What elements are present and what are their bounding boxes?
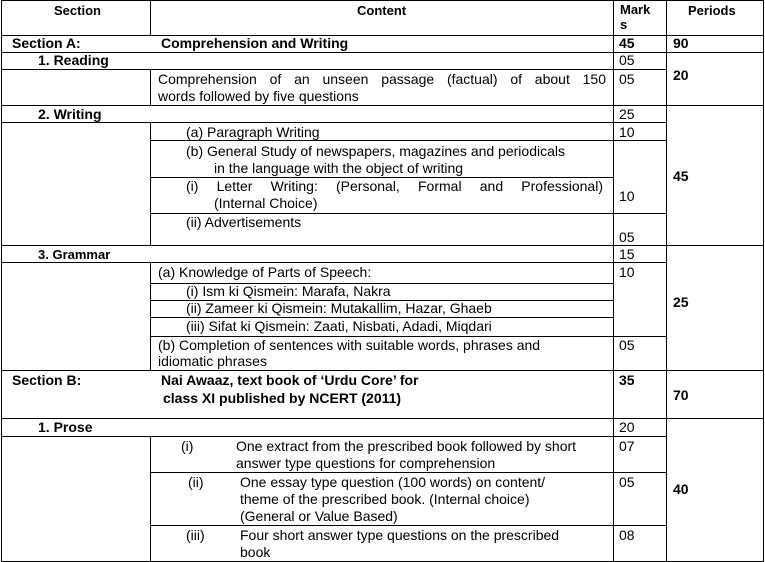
reading-item-line2: words followed by five questions — [158, 88, 359, 104]
writing-ii-marks: 05 — [619, 229, 635, 245]
grammar-ii: (ii) Zameer ki Qismein: Mutakallim, Hazar, Ghaeb — [186, 300, 492, 316]
col-line-section — [150, 123, 151, 245]
row-line — [150, 525, 666, 526]
col-line-section — [150, 70, 151, 105]
section-a-marks: 45 — [619, 35, 635, 51]
writing-a-marks: 10 — [619, 124, 635, 140]
reading-label: 1. Reading — [38, 52, 109, 68]
row-line — [1, 105, 764, 106]
prose-iii-marks: 08 — [619, 527, 635, 543]
writing-i-marks: 10 — [619, 188, 635, 204]
writing-label: 2. Writing — [38, 106, 102, 122]
section-b-marks: 35 — [619, 372, 635, 388]
row-line — [1, 436, 667, 437]
col-line-section — [150, 436, 151, 562]
reading-item-line1: Comprehension of an unseen passage (factual) of about 150 — [158, 71, 606, 87]
prose-ii-line2: theme of the prescribed book. (Internal choice) — [240, 491, 530, 507]
reading-item-marks: 05 — [619, 71, 635, 87]
writing-periods: 45 — [673, 168, 689, 184]
col-line-periods — [666, 0, 667, 562]
row-line — [1, 69, 667, 70]
prose-iii-line1: Four short answer type questions on the prescribed — [240, 527, 560, 543]
prose-ii-num: (ii) — [188, 474, 204, 490]
header-section: Section — [54, 3, 101, 18]
section-a-periods: 90 — [673, 35, 689, 51]
row-line — [1, 35, 764, 36]
col-line-section — [150, 0, 151, 35]
section-b-title-line2: class XI published by NCERT (2011) — [163, 390, 402, 406]
prose-i-marks: 07 — [619, 438, 635, 454]
writing-i-line1: (i) Letter Writing: (Personal, Formal and Professional) — [186, 178, 603, 194]
col-line-marks — [613, 0, 614, 562]
writing-a: (a) Paragraph Writing — [186, 124, 320, 140]
prose-periods: 40 — [673, 481, 689, 497]
section-a-label: Section A: — [12, 35, 81, 51]
header-periods: Periods — [688, 3, 736, 18]
grammar-b-line1: (b) Completion of sentences with suitable words, phrases and — [158, 337, 541, 353]
prose-ii-line1: One essay type question (100 words) on content/ — [240, 474, 546, 490]
border-right — [763, 0, 764, 562]
prose-marks: 20 — [619, 419, 635, 435]
writing-i-line2: (Internal Choice) — [214, 195, 318, 211]
prose-i-line1: One extract from the prescribed book followed by short — [236, 438, 577, 454]
reading-periods: 20 — [673, 67, 689, 83]
grammar-b-marks: 05 — [619, 337, 635, 353]
writing-marks: 25 — [619, 106, 635, 122]
row-line — [1, 245, 764, 246]
writing-ii: (ii) Advertisements — [186, 214, 302, 230]
row-line — [1, 370, 764, 371]
row-line — [1, 0, 764, 1]
reading-marks: 05 — [619, 52, 635, 68]
col-line-section — [150, 262, 151, 370]
row-line — [150, 472, 666, 473]
row-line — [1, 418, 764, 419]
grammar-a: (a) Knowledge of Parts of Speech: — [158, 264, 372, 280]
prose-label: 1. Prose — [38, 419, 93, 435]
section-a-title: Comprehension and Writing — [161, 35, 349, 51]
section-b-title-line1: Nai Awaaz, text book of ‘Urdu Core’ for — [161, 372, 419, 388]
prose-ii-line3: (General or Value Based) — [240, 508, 398, 524]
writing-b-line1: (b) General Study of newspapers, magazines and periodicals — [186, 143, 565, 159]
prose-i-num: (i) — [181, 438, 194, 454]
grammar-b-line2: idiomatic phrases — [158, 353, 267, 369]
grammar-periods: 25 — [673, 294, 689, 310]
row-line — [1, 52, 764, 53]
header-marks: Mark s — [620, 2, 651, 32]
section-b-periods: 70 — [673, 387, 689, 403]
prose-ii-marks: 05 — [619, 474, 635, 490]
prose-iii-line2: book — [240, 544, 271, 560]
grammar-marks: 15 — [619, 246, 635, 262]
prose-iii-num: (iii) — [186, 527, 205, 543]
prose-i-line2: answer type questions for comprehension — [236, 455, 496, 471]
grammar-label: 3. Grammar — [38, 247, 111, 262]
grammar-iii: (iii) Sifat ki Qismein: Zaati, Nisbati, Adadi, Miqdari — [186, 318, 492, 334]
grammar-i: (i) Ism ki Qismein: Marafa, Nakra — [186, 283, 391, 299]
grammar-a-marks: 10 — [619, 264, 635, 280]
writing-b-line2: in the language with the object of writing — [214, 160, 464, 176]
header-content: Content — [357, 3, 407, 18]
section-b-label: Section B: — [12, 372, 82, 388]
border-left — [1, 0, 2, 562]
